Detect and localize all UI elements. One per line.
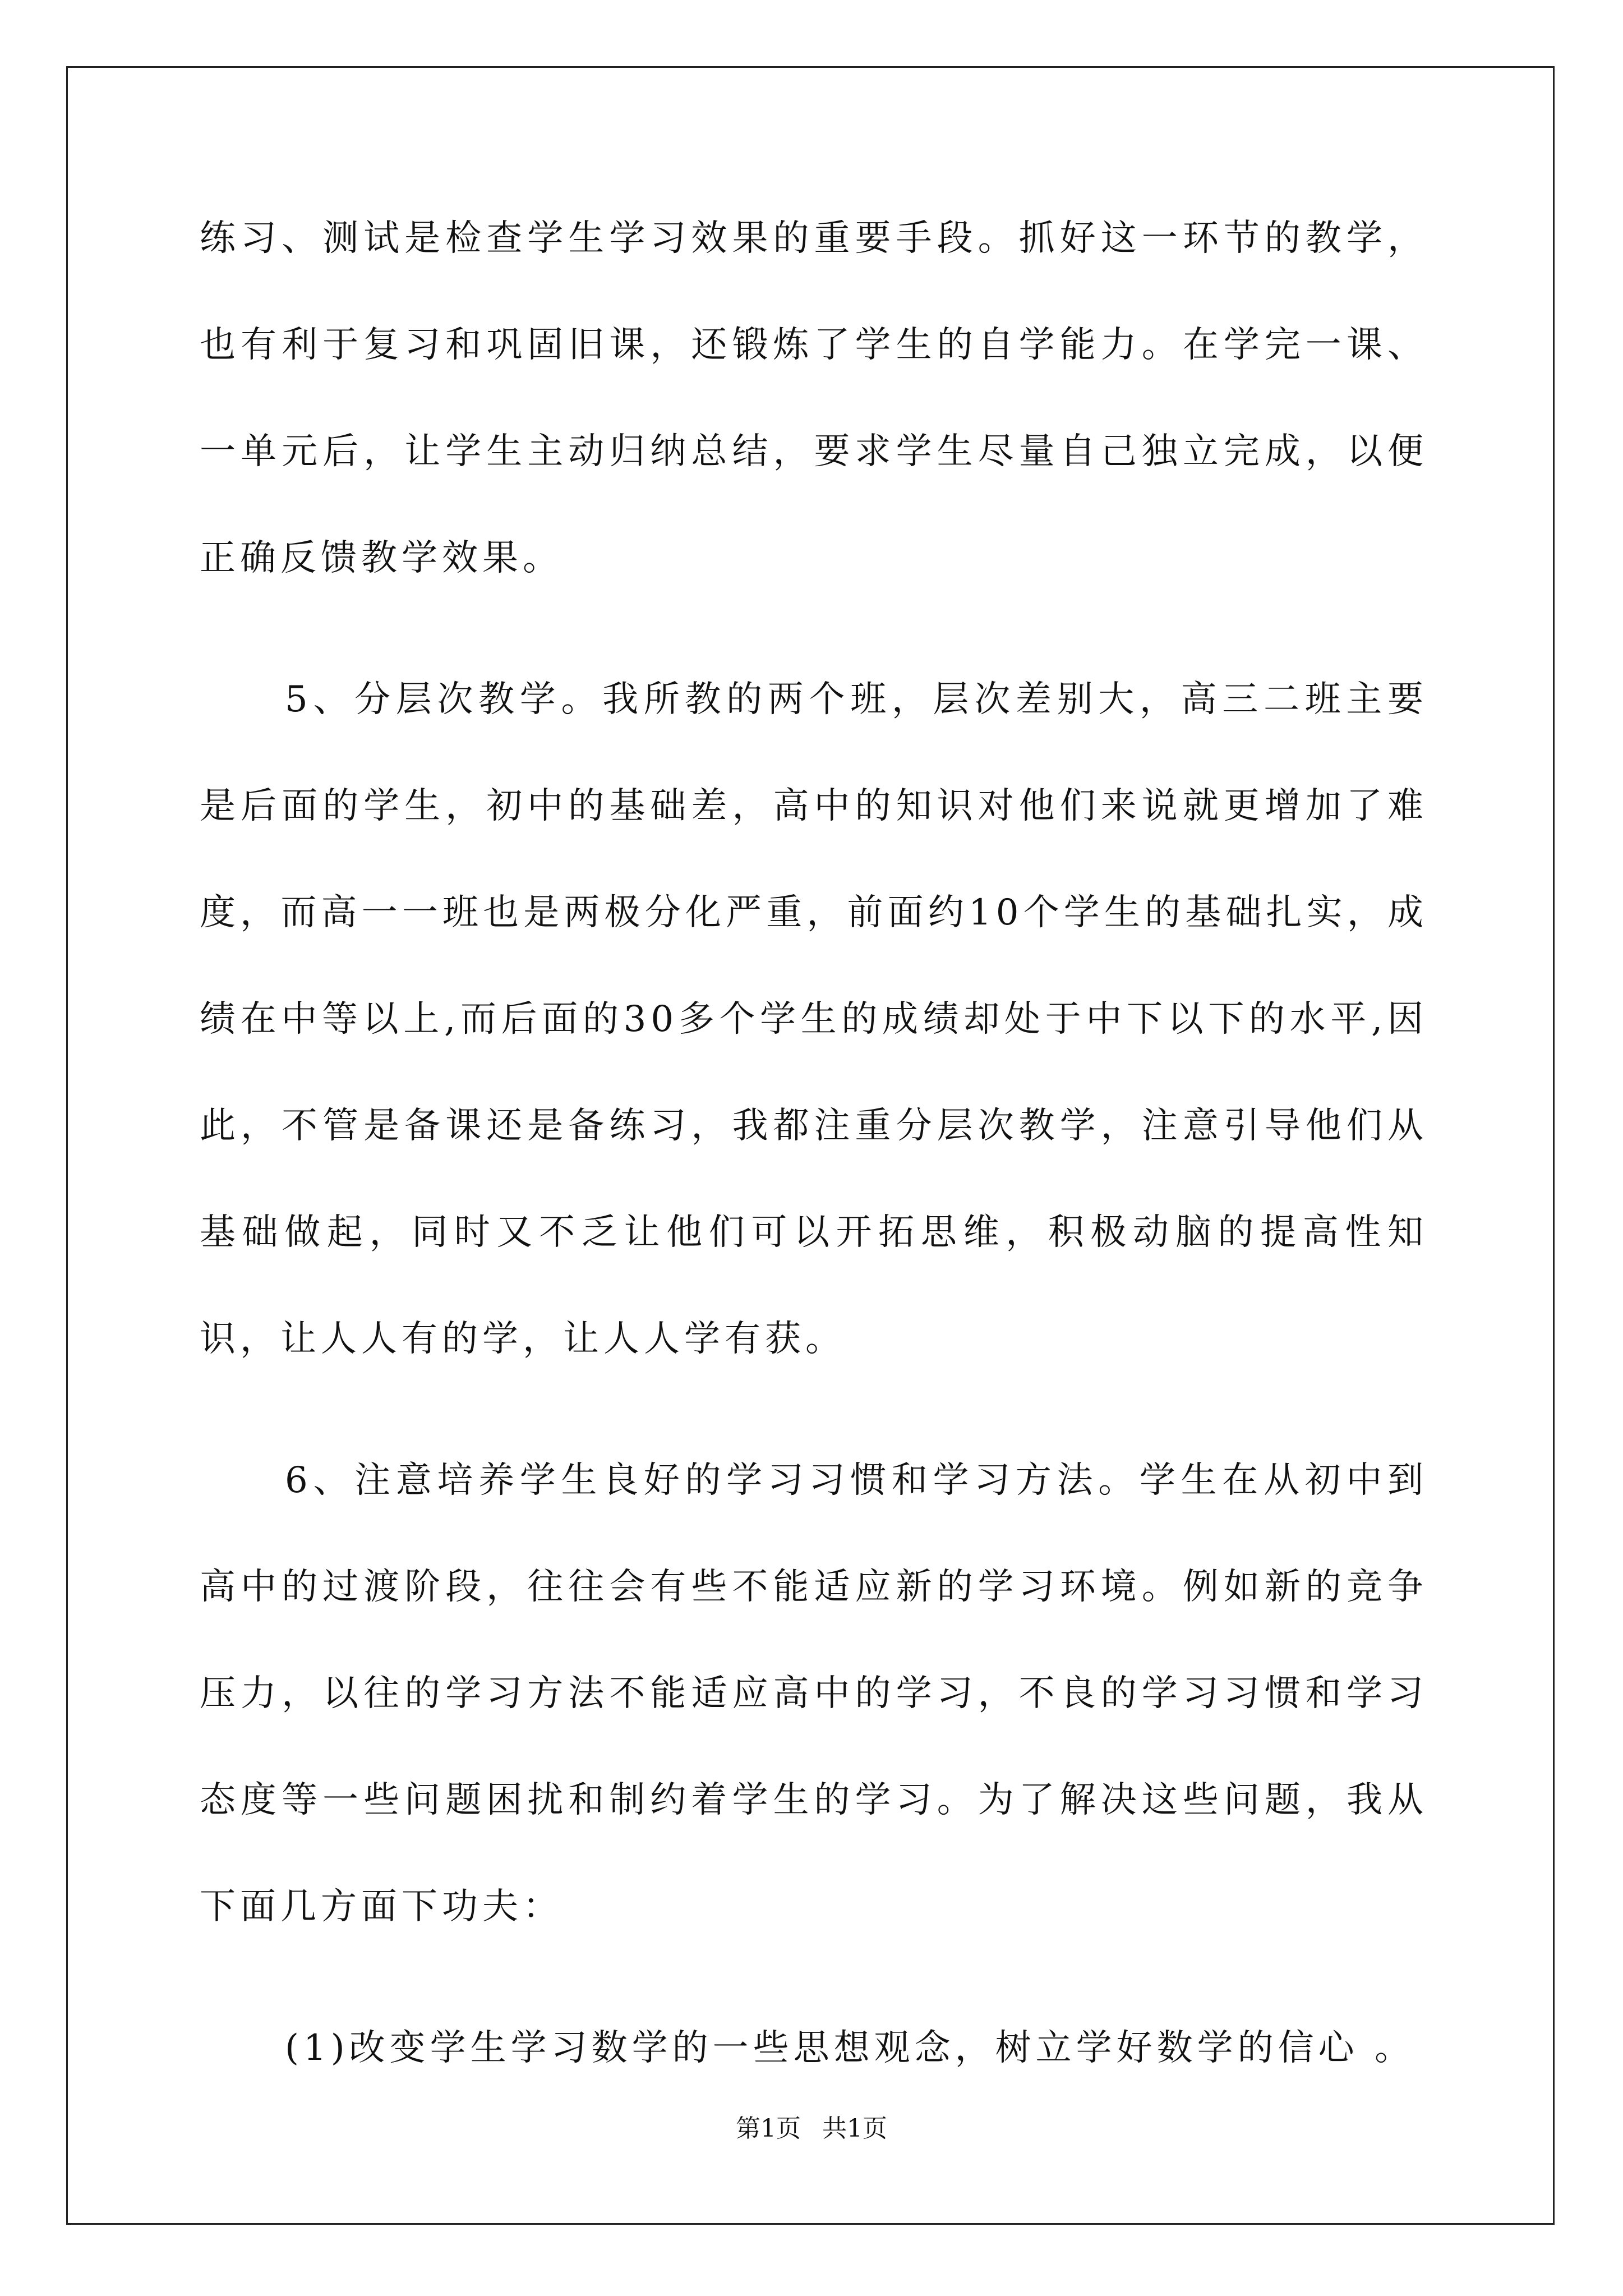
paragraph-4: (1)改变学生学习数学的一些思想观念，树立学好数学的信心 。 — [285, 2027, 1415, 2069]
page-number: 第1页 — [736, 2114, 801, 2143]
paragraph-1: 练习、测试是检查学生学习效果的重要手段。抓好这一环节的教学，也有利于复习和巩固旧课，还锻炼了学生的自学能力。在学完一课、一单元后，让学生主动归纳总结，要求学生尽量自己独立完成，以便正确反馈教学效果。 — [200, 218, 1428, 579]
document-body — [200, 185, 1428, 2136]
paragraph-3: 6、注意培养学生良好的学习习惯和学习方法。学生在从初中到高中的过渡阶段，往往会有些不能适应新的学习环境。例如新的竞争压力，以往的学习方法不能适应高中的学习，不良的学习习惯和学习态度等一些问题困扰和制约着学生的学习。为了解决这些问题，我从下面几方面下功夫： — [200, 1460, 1428, 1927]
page-footer — [0, 2108, 1623, 2144]
page-total: 共1页 — [822, 2114, 887, 2143]
paragraph-2: 5、分层次教学。我所教的两个班，层次差别大，高三二班主要是后面的学生，初中的基础差，高中的知识对他们来说就更增加了难度，而高一一班也是两极分化严重，前面约10个学生的基础扎实，成绩在中等以上,而后面的30多个学生的成绩却处于中下以下的水平,因此，不管是备课还是备练习，我都注重分层次教学，注意引导他们从基础做起，同时又不乏让他们可以开拓思维，积极动脑的提高性知识，让人人有的学，让人人学有获。 — [200, 679, 1428, 1360]
